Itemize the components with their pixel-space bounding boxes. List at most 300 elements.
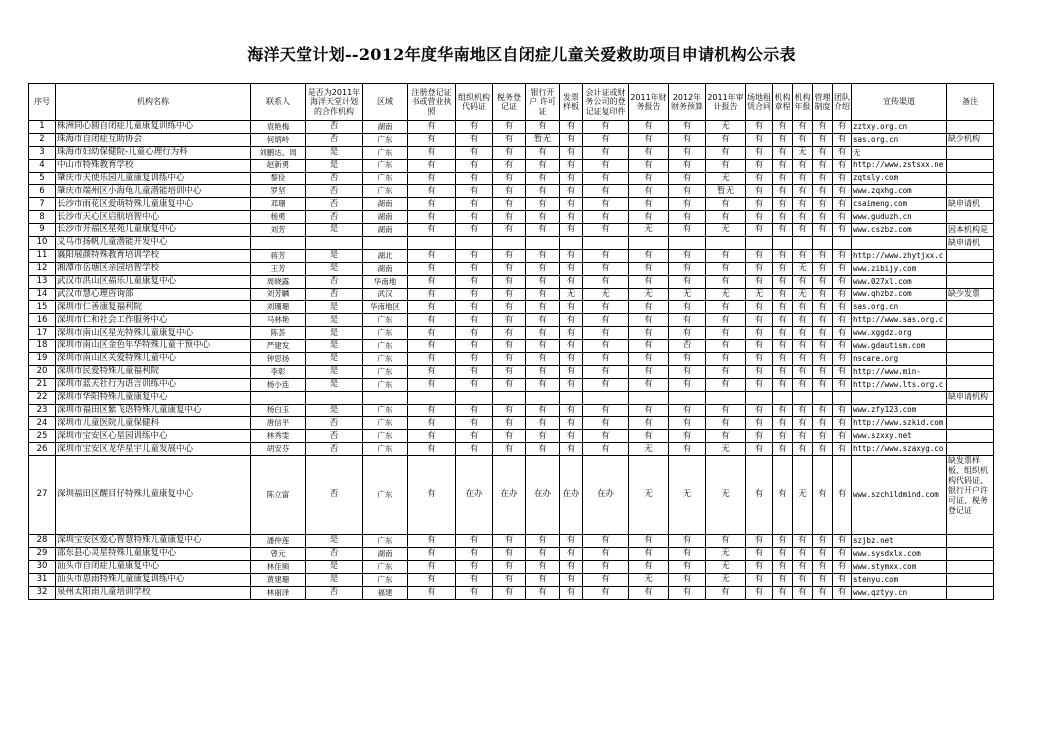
table-cell: 有: [813, 314, 833, 327]
table-cell: 有: [793, 159, 813, 172]
table-cell: 有: [773, 586, 793, 599]
table-cell: 有: [526, 365, 560, 378]
table-cell: 有: [669, 378, 706, 391]
table-cell: 长沙市天心区启航培智中心: [56, 211, 251, 224]
table-row: [29, 353, 994, 366]
table-cell: 有: [629, 548, 669, 561]
table-cell: 黄建珊: [251, 573, 306, 586]
table-cell: 2: [29, 133, 56, 146]
table-cell: sas.org.cn: [852, 133, 947, 146]
table-cell: 有: [526, 146, 560, 159]
table-cell: 有: [833, 340, 852, 353]
table-cell: 有: [526, 535, 560, 548]
table-cell: [947, 172, 994, 185]
table-cell: 有: [746, 353, 773, 366]
table-row: [29, 443, 994, 456]
table-cell: 有: [669, 573, 706, 586]
table-cell: 有: [583, 172, 629, 185]
table-cell: [706, 237, 746, 250]
table-cell: 杨小连: [251, 378, 306, 391]
table-cell: 有: [813, 288, 833, 301]
table-cell: 是: [306, 378, 363, 391]
table-cell: 在办: [526, 456, 560, 535]
table-cell: 有: [560, 560, 583, 573]
table-cell: [773, 237, 793, 250]
table-cell: 有: [560, 262, 583, 275]
table-cell: 有: [629, 249, 669, 262]
table-cell: 有: [813, 365, 833, 378]
table-cell: 深圳宝安区爱心智慧特殊儿童康复中心: [56, 535, 251, 548]
table-cell: 有: [746, 224, 773, 237]
table-cell: 何炳岭: [251, 133, 306, 146]
table-cell: 有: [526, 249, 560, 262]
table-cell: 林秀雯: [251, 430, 306, 443]
table-cell: www.xggdz.org: [852, 327, 947, 340]
table-cell: 有: [629, 417, 669, 430]
table-cell: 有: [833, 185, 852, 198]
table-cell: 湘潭市岳塘区亲园培智学校: [56, 262, 251, 275]
table-cell: 有: [408, 404, 456, 417]
table-cell: 有: [560, 133, 583, 146]
table-cell: www.zibijy.com: [852, 262, 947, 275]
table-cell: 无: [629, 456, 669, 535]
table-cell: [583, 391, 629, 404]
table-cell: 31: [29, 573, 56, 586]
table-cell: 有: [583, 133, 629, 146]
column-header: 税务登记证: [493, 84, 526, 121]
table-cell: 有: [746, 365, 773, 378]
table-cell: 有: [629, 211, 669, 224]
table-cell: 广东: [363, 327, 408, 340]
table-cell: 有: [793, 404, 813, 417]
table-cell: 否: [306, 456, 363, 535]
table-cell: 有: [408, 224, 456, 237]
table-cell: 12: [29, 262, 56, 275]
table-cell: 有: [629, 327, 669, 340]
table-cell: http://www.zhytjxx.c: [852, 249, 947, 262]
table-cell: 有: [408, 353, 456, 366]
table-row: [29, 560, 994, 573]
table-cell: 有: [833, 560, 852, 573]
table-cell: www.sysdxlx.com: [852, 548, 947, 561]
table-cell: 有: [493, 417, 526, 430]
table-cell: 赵新勇: [251, 159, 306, 172]
table-row: [29, 301, 994, 314]
table-cell: 有: [493, 133, 526, 146]
table-cell: 有: [560, 275, 583, 288]
table-cell: 有: [526, 443, 560, 456]
table-cell: 否: [669, 340, 706, 353]
table-cell: 有: [629, 353, 669, 366]
table-cell: 广东: [363, 185, 408, 198]
table-cell: [947, 301, 994, 314]
table-cell: 有: [526, 573, 560, 586]
table-cell: http://www.sas.org.c: [852, 314, 947, 327]
table-cell: 有: [746, 586, 773, 599]
table-cell: 有: [583, 224, 629, 237]
table-cell: 广东: [363, 314, 408, 327]
table-cell: 刘芳: [251, 224, 306, 237]
table-cell: www.stymxx.com: [852, 560, 947, 573]
table-cell: 有: [526, 314, 560, 327]
table-cell: 有: [669, 249, 706, 262]
table-cell: 8: [29, 211, 56, 224]
table-cell: 珠海市妇幼保健院-儿童心理行为科: [56, 146, 251, 159]
table-cell: 有: [813, 573, 833, 586]
table-cell: 有: [560, 314, 583, 327]
table-cell: [947, 417, 994, 430]
table-cell: 有: [408, 211, 456, 224]
table-cell: 有: [746, 301, 773, 314]
table-cell: 22: [29, 391, 56, 404]
table-cell: 有: [629, 121, 669, 134]
table-cell: 有: [813, 262, 833, 275]
table-cell: [852, 391, 947, 404]
table-row: [29, 133, 994, 146]
table-cell: 有: [669, 262, 706, 275]
table-cell: 有: [813, 172, 833, 185]
table-cell: 有: [773, 121, 793, 134]
table-cell: 有: [669, 224, 706, 237]
table-cell: 缺申请机: [947, 198, 994, 211]
table-row: [29, 249, 994, 262]
table-cell: 有: [493, 262, 526, 275]
column-header: 管理制度: [813, 84, 833, 121]
table-row: [29, 327, 994, 340]
table-cell: 16: [29, 314, 56, 327]
table-cell: 有: [793, 249, 813, 262]
table-cell: 有: [456, 301, 493, 314]
table-cell: 广东: [363, 573, 408, 586]
table-cell: 有: [583, 378, 629, 391]
table-cell: 有: [560, 404, 583, 417]
table-cell: 有: [583, 417, 629, 430]
table-cell: [947, 404, 994, 417]
table-cell: 无: [629, 224, 669, 237]
table-cell: 广东: [363, 353, 408, 366]
table-cell: [456, 237, 493, 250]
table-cell: http://www.zstsxx.ne: [852, 159, 947, 172]
table-cell: 有: [669, 327, 706, 340]
table-cell: 有: [793, 560, 813, 573]
table-cell: 是: [306, 146, 363, 159]
table-cell: 有: [669, 404, 706, 417]
table-cell: 有: [560, 378, 583, 391]
table-cell: 有: [773, 365, 793, 378]
table-cell: [560, 237, 583, 250]
table-cell: 无: [560, 288, 583, 301]
table-cell: 有: [833, 146, 852, 159]
table-cell: 有: [583, 327, 629, 340]
table-cell: 广东: [363, 378, 408, 391]
table-cell: [947, 262, 994, 275]
table-cell: 有: [493, 185, 526, 198]
table-cell: 在办: [456, 456, 493, 535]
table-cell: 泉州太阳雨儿童培训学校: [56, 586, 251, 599]
table-cell: 无: [793, 262, 813, 275]
table-cell: 有: [526, 288, 560, 301]
table-cell: 杨勇: [251, 211, 306, 224]
table-cell: [526, 237, 560, 250]
table-cell: 有: [773, 224, 793, 237]
table-cell: 缺申请机构: [947, 391, 994, 404]
table-cell: 有: [773, 378, 793, 391]
table-cell: 有: [833, 548, 852, 561]
table-cell: 有: [746, 211, 773, 224]
table-cell: 有: [773, 198, 793, 211]
table-cell: 有: [456, 133, 493, 146]
table-cell: 有: [813, 456, 833, 535]
table-cell: 有: [813, 211, 833, 224]
table-cell: [251, 391, 306, 404]
table-cell: 有: [833, 198, 852, 211]
table-cell: 29: [29, 548, 56, 561]
table-cell: 有: [669, 211, 706, 224]
table-cell: www.guduzh.cn: [852, 211, 947, 224]
table-cell: zqtsly.com: [852, 172, 947, 185]
table-cell: 有: [629, 535, 669, 548]
table-cell: 刘珊珊: [251, 301, 306, 314]
table-cell: 有: [560, 573, 583, 586]
table-cell: 在办: [493, 456, 526, 535]
table-cell: 有: [773, 535, 793, 548]
table-cell: 有: [773, 327, 793, 340]
table-cell: 有: [706, 146, 746, 159]
table-cell: 有: [793, 340, 813, 353]
table-cell: 是: [306, 159, 363, 172]
table-cell: www.szxxy.net: [852, 430, 947, 443]
table-cell: [947, 535, 994, 548]
table-cell: [669, 391, 706, 404]
table-cell: 周晓露: [251, 275, 306, 288]
table-cell: 23: [29, 404, 56, 417]
table-cell: 有: [526, 353, 560, 366]
table-cell: 有: [408, 365, 456, 378]
table-cell: 有: [456, 172, 493, 185]
table-cell: 有: [408, 443, 456, 456]
table-cell: 有: [583, 121, 629, 134]
table-cell: 深圳市宝安区龙华星宇儿童发展中心: [56, 443, 251, 456]
table-cell: 有: [493, 378, 526, 391]
table-cell: 19: [29, 353, 56, 366]
table-cell: 有: [408, 249, 456, 262]
column-header: 宣传渠道: [852, 84, 947, 121]
table-cell: 否: [306, 121, 363, 134]
table-cell: www.gdautism.com: [852, 340, 947, 353]
table-cell: [669, 237, 706, 250]
table-cell: 有: [669, 365, 706, 378]
table-cell: 有: [706, 275, 746, 288]
table-cell: 有: [526, 404, 560, 417]
table-cell: 中山市特殊教育学校: [56, 159, 251, 172]
table-row: [29, 548, 994, 561]
column-header: 机构章程: [773, 84, 793, 121]
column-header: 机构年报: [793, 84, 813, 121]
table-cell: 有: [833, 211, 852, 224]
table-cell: 广东: [363, 172, 408, 185]
table-cell: 湖南: [363, 121, 408, 134]
table-cell: 是: [306, 262, 363, 275]
table-cell: 否: [306, 198, 363, 211]
table-cell: 4: [29, 159, 56, 172]
page-title: 海洋天堂计划--2012年度华南地区自闭症儿童关爱救助项目申请机构公示表: [247, 45, 796, 64]
table-cell: 有: [408, 378, 456, 391]
table-cell: 24: [29, 417, 56, 430]
table-cell: 有: [456, 417, 493, 430]
table-cell: 有: [583, 586, 629, 599]
table-cell: 襄阳展颜特殊教育培训学校: [56, 249, 251, 262]
column-header: 会计证或财务公司的登记证复印件: [583, 84, 629, 121]
table-cell: 有: [669, 146, 706, 159]
table-cell: 有: [833, 535, 852, 548]
table-cell: 有: [813, 535, 833, 548]
table-cell: [493, 391, 526, 404]
table-cell: 有: [583, 314, 629, 327]
table-cell: 18: [29, 340, 56, 353]
table-cell: 钟思扬: [251, 353, 306, 366]
table-cell: 有: [456, 365, 493, 378]
table-cell: 有: [669, 560, 706, 573]
table-cell: 有: [773, 146, 793, 159]
table-cell: 有: [526, 586, 560, 599]
table-cell: [793, 237, 813, 250]
table-cell: 有: [629, 404, 669, 417]
table-cell: 有: [583, 560, 629, 573]
table-cell: 有: [793, 211, 813, 224]
table-cell: 有: [493, 430, 526, 443]
table-cell: 有: [560, 365, 583, 378]
table-cell: 有: [408, 327, 456, 340]
table-cell: 有: [793, 586, 813, 599]
table-cell: 有: [526, 327, 560, 340]
table-cell: 是: [306, 573, 363, 586]
table-cell: 严建发: [251, 340, 306, 353]
table-cell: 有: [833, 159, 852, 172]
table-cell: 有: [746, 172, 773, 185]
table-cell: 有: [813, 548, 833, 561]
table-cell: 有: [833, 378, 852, 391]
table-cell: 有: [793, 430, 813, 443]
table-cell: 有: [773, 573, 793, 586]
column-header: 发票样板: [560, 84, 583, 121]
table-cell: 有: [526, 121, 560, 134]
table-cell: 有: [833, 417, 852, 430]
table-cell: 是: [306, 327, 363, 340]
table-cell: 有: [493, 548, 526, 561]
table-cell: 有: [706, 535, 746, 548]
table-cell: [947, 159, 994, 172]
table-cell: 有: [408, 198, 456, 211]
table-cell: www.qztyy.cn: [852, 586, 947, 599]
table-cell: 有: [669, 430, 706, 443]
table-cell: 30: [29, 560, 56, 573]
table-cell: 有: [669, 185, 706, 198]
table-cell: 有: [456, 288, 493, 301]
table-row: [29, 378, 994, 391]
table-cell: 唐信平: [251, 417, 306, 430]
table-cell: 有: [526, 198, 560, 211]
table-cell: 深圳市南山区星光特殊儿童康复中心: [56, 327, 251, 340]
table-row: [29, 224, 994, 237]
table-cell: 广东: [363, 146, 408, 159]
table-cell: 广东: [363, 430, 408, 443]
table-cell: [306, 237, 363, 250]
table-row: [29, 288, 994, 301]
table-cell: 有: [813, 586, 833, 599]
table-cell: 否: [306, 185, 363, 198]
table-cell: 深圳市华阳特殊儿童康复中心: [56, 391, 251, 404]
table-cell: 有: [583, 249, 629, 262]
table-cell: 林丽泽: [251, 586, 306, 599]
table-cell: 有: [669, 443, 706, 456]
table-cell: 13: [29, 275, 56, 288]
table-cell: 有: [583, 211, 629, 224]
table-cell: 有: [746, 430, 773, 443]
table-cell: 有: [746, 573, 773, 586]
table-cell: 有: [560, 146, 583, 159]
table-cell: 有: [629, 365, 669, 378]
table-cell: 有: [813, 378, 833, 391]
table-cell: 无: [793, 288, 813, 301]
table-cell: 深圳市仁和社会工作服务中心: [56, 314, 251, 327]
table-cell: 无: [629, 573, 669, 586]
table-cell: 李彰: [251, 365, 306, 378]
table-cell: 肇庆市天使乐园儿童康复训练中心: [56, 172, 251, 185]
table-cell: [833, 237, 852, 250]
table-cell: 有: [629, 314, 669, 327]
table-cell: 有: [669, 275, 706, 288]
table-cell: 缺少发票: [947, 288, 994, 301]
table-cell: 湖南: [363, 224, 408, 237]
table-cell: 邵东县心灵星特殊儿童康复中心: [56, 548, 251, 561]
table-cell: 有: [493, 314, 526, 327]
table-cell: 深圳市南山区金色年华特殊儿童干预中心: [56, 340, 251, 353]
table-cell: [947, 365, 994, 378]
table-cell: 深圳市福田区紫飞语特殊儿童康复中心: [56, 404, 251, 417]
table-cell: 有: [706, 198, 746, 211]
table-cell: 有: [669, 301, 706, 314]
table-cell: [629, 237, 669, 250]
table-cell: 有: [773, 404, 793, 417]
table-cell: 有: [793, 535, 813, 548]
table-cell: 广东: [363, 159, 408, 172]
table-cell: http://www.szaxyg.co: [852, 443, 947, 456]
table-cell: 有: [408, 548, 456, 561]
table-cell: 有: [793, 365, 813, 378]
table-cell: 有: [746, 159, 773, 172]
table-cell: 蒋芳: [251, 249, 306, 262]
table-cell: 株洲同心圆自闭症儿童康复训练中心: [56, 121, 251, 134]
table-cell: 刘鹏达、周: [251, 146, 306, 159]
table-cell: 有: [560, 159, 583, 172]
table-cell: [947, 314, 994, 327]
table-cell: 有: [746, 456, 773, 535]
table-cell: 有: [706, 211, 746, 224]
table-cell: 有: [833, 172, 852, 185]
table-cell: 有: [813, 443, 833, 456]
table-cell: 有: [408, 456, 456, 535]
table-cell: 有: [583, 548, 629, 561]
table-cell: 有: [456, 159, 493, 172]
column-header: 是否为2011年海洋天堂计划的合作机构: [306, 84, 363, 121]
table-row: [29, 573, 994, 586]
table-cell: 有: [583, 146, 629, 159]
table-cell: 有: [583, 404, 629, 417]
table-cell: 湖南: [363, 211, 408, 224]
table-cell: 林佳频: [251, 560, 306, 573]
table-cell: 有: [493, 560, 526, 573]
table-cell: 有: [793, 275, 813, 288]
